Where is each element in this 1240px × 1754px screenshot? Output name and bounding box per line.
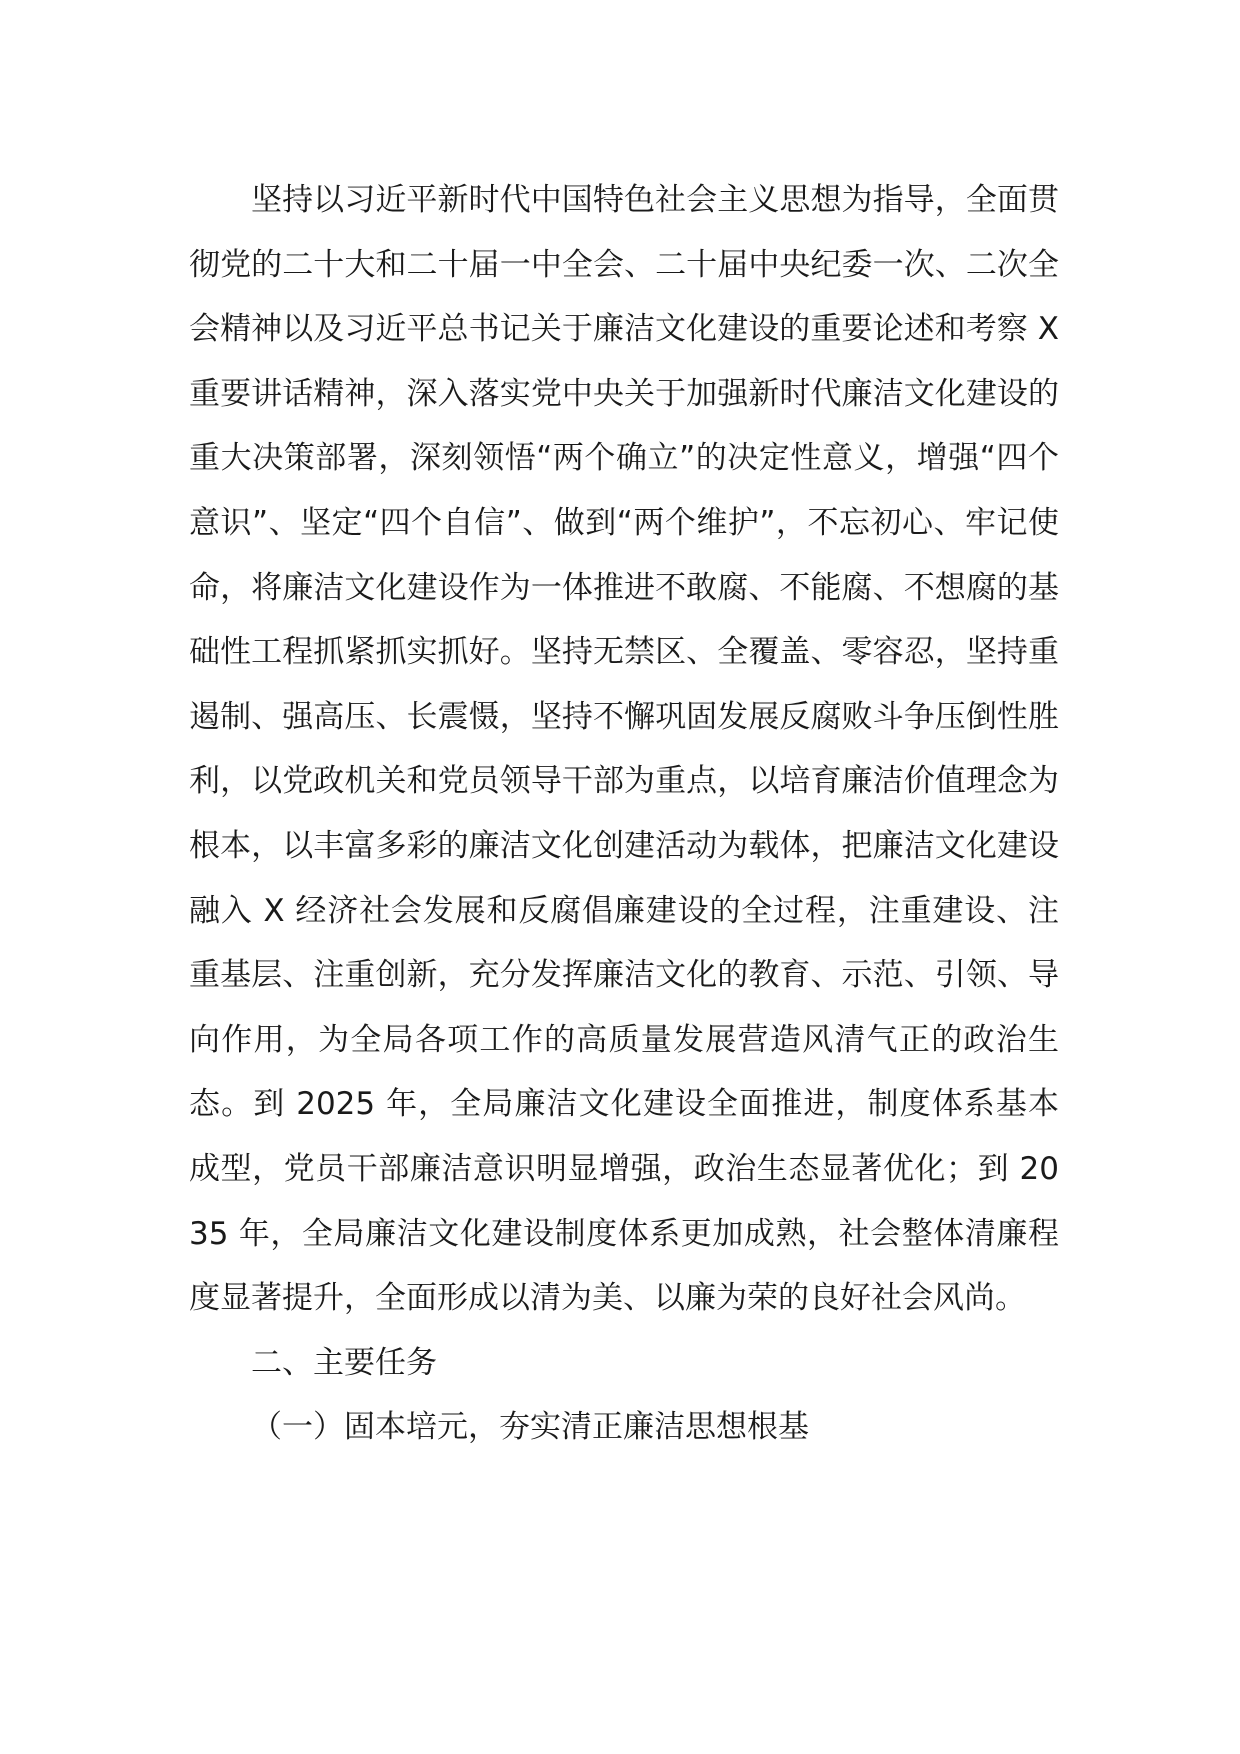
document-body [189, 168, 1059, 1460]
section-heading: 二、主要任务 [251, 1344, 437, 1381]
subsection-heading: （一）固本培元，夯实清正廉洁思想根基 [251, 1409, 809, 1446]
body-paragraph: 坚持以习近平新时代中国特色社会主义思想为指导，全面贯彻党的二十大和二十届一中全会、二十届中央纪委一次、二次全会精神以及习近平总书记关于廉洁文化建设的重要论述和考察 X 重要讲话精神，深入落实党中央关于加强新时代廉洁文化建设的重大决策部署，深刻领悟“两个确立”的决定性意义，增强“四个意识”、坚定“四个自信”、做到“两个维护”，不忘初心、牢记使命，将廉洁文化建设作为一体推进不敢腐、不能腐、不想腐的基础性工程抓紧抓实抓好。坚持无禁区、全覆盖、零容忍，坚持重遏制、强高压、长震慑，坚持不懈巩固发展反腐败斗争压倒性胜利，以党政机关和党员领导干部为重点，以培育廉洁价值理念为根本，以丰富多彩的廉洁文化创建活动为载体，把廉洁文化建设融入 X 经济社会发展和反腐倡廉建设的全过程，注重建设、注重基层、注重创新，充分发挥廉洁文化的教育、示范、引领、导向作用，为全局各项工作的高质量发展营造风清气正的政治生态。到 2025 年，全局廉洁文化建设全面推进，制度体系基本成型，党员干部廉洁意识明显增强，政治生态显著优化；到 2035 年，全局廉洁文化建设制度体系更加成熟，社会整体清廉程度显著提升，全面形成以清为美、以廉为荣的良好社会风尚。 [189, 182, 1059, 1317]
